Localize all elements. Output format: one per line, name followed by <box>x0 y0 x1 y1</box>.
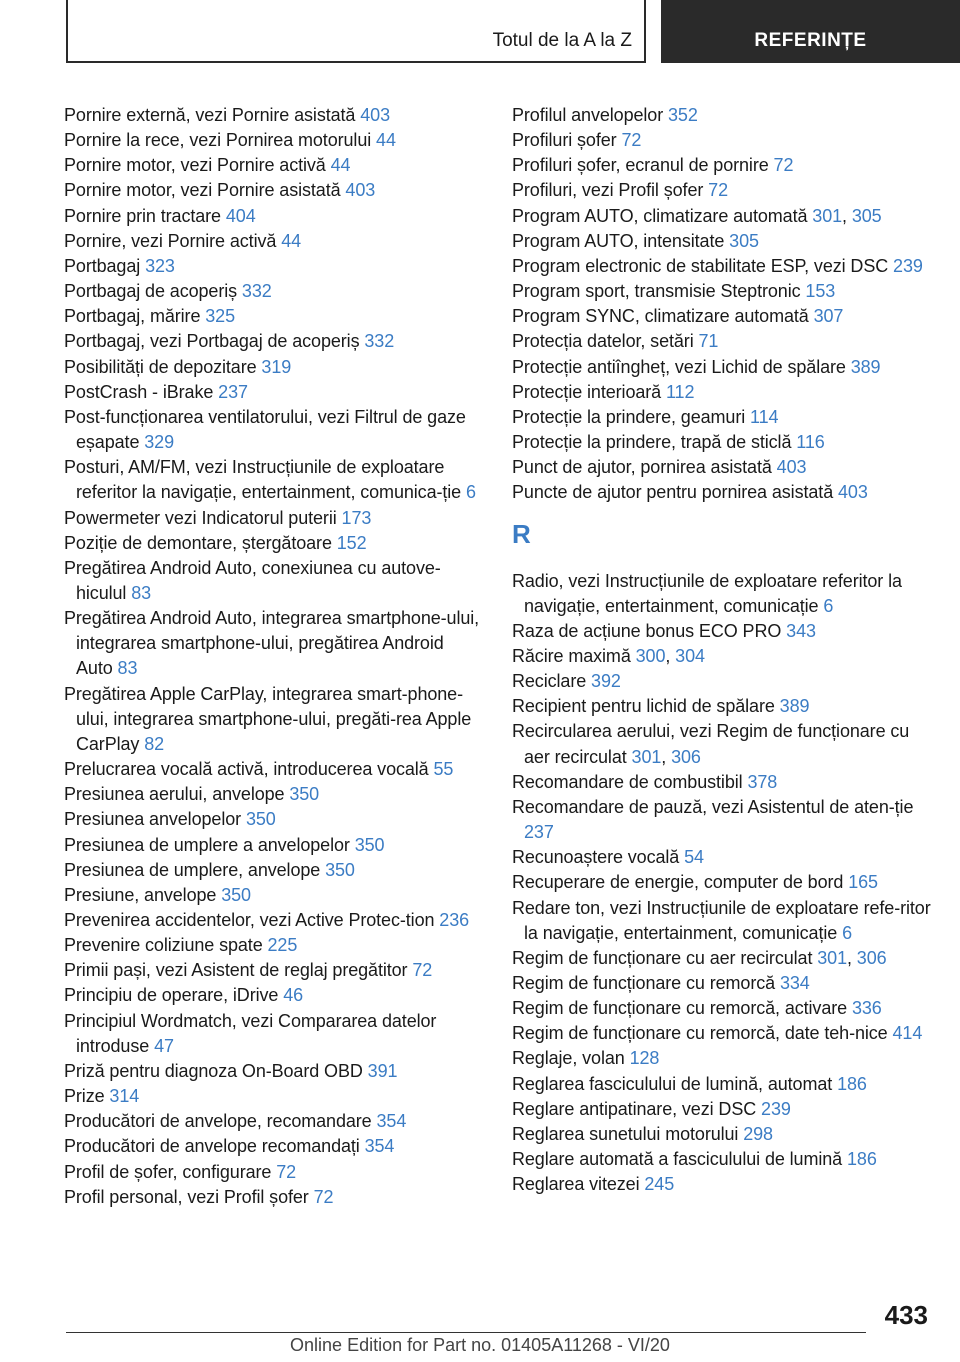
index-entry-text: Reglarea fasciculului de lumină, automat <box>512 1073 838 1094</box>
index-entry <box>512 1172 932 1197</box>
page-link[interactable]: 414 <box>892 1023 923 1044</box>
index-entry <box>512 1097 932 1122</box>
index-entry-text: Regim de funcționare cu aer recirculat <box>512 947 818 968</box>
index-entry-text: Program sport, transmisie Steptronic <box>512 281 806 302</box>
page-link[interactable]: 350 <box>289 784 320 805</box>
page-link[interactable]: 300 <box>635 645 666 666</box>
index-entry-text: Reglaje, volan <box>512 1048 630 1069</box>
page-number: 433 <box>884 1300 928 1330</box>
index-entry-text: Pornire la rece, vezi Pornirea motorului <box>64 130 377 151</box>
page-link[interactable]: 325 <box>205 306 235 327</box>
index-entry-text: Redare ton, vezi Instrucțiunile de exploatare refe-ritor la navigație, entertainment, comunicație <box>512 897 931 943</box>
index-entry <box>512 103 932 128</box>
page-link[interactable]: 55 <box>433 759 454 780</box>
page-link[interactable]: 350 <box>221 884 251 905</box>
page-link[interactable]: 403 <box>360 105 390 125</box>
index-entry-text: Prevenirea accidentelor, vezi Active Protec-tion <box>64 910 440 930</box>
index-entry-text: Pornire prin tractare <box>64 205 226 226</box>
page-link[interactable]: 389 <box>850 356 881 377</box>
page-link[interactable]: 389 <box>779 696 810 717</box>
page-link[interactable]: 128 <box>629 1048 660 1069</box>
index-entry-text: Recuperare de energie, computer de bord <box>512 872 849 893</box>
index-entry-text: PostCrash - iBrake <box>64 381 219 402</box>
index-entry <box>64 1185 484 1210</box>
index-entry-text: Presiunea de umplere a anvelopelor <box>64 834 355 855</box>
page-link[interactable]: 245 <box>644 1174 675 1195</box>
footer-text: Online Edition for Part no. 01405A11268 - VI/20 <box>290 1335 670 1355</box>
index-entry <box>512 669 932 694</box>
index-entry-text: Reglare antipatinare, vezi DSC <box>512 1098 762 1119</box>
index-entry-text: Recipient pentru lichid de spălare <box>512 696 780 717</box>
index-entry <box>512 1072 932 1097</box>
index-entry <box>64 782 484 807</box>
index-entry-text: Radio, vezi Instrucțiunile de exploatare referitor la navigație, entertainment, comunicație <box>512 570 902 616</box>
page-separator: , <box>665 645 676 666</box>
index-entry-text: Regim de funcționare cu remorcă <box>512 973 780 993</box>
index-entry-text: Reglare automată a fasciculului de lumină <box>512 1149 847 1170</box>
index-entry-text: Profil personal, vezi Profil șofer <box>64 1186 314 1207</box>
page-link[interactable]: 307 <box>813 306 844 327</box>
page-link[interactable]: 44 <box>376 130 396 151</box>
page-link[interactable]: 301 <box>817 947 847 968</box>
index-entry-text: Punct de ajutor, pornirea asistată <box>512 457 777 478</box>
index-entry-text: Profiluri șofer <box>512 130 622 151</box>
index-entry-text: Pornire motor, vezi Pornire activă <box>64 155 331 176</box>
page-link[interactable]: 404 <box>225 205 256 226</box>
page-link[interactable]: 239 <box>893 255 923 276</box>
index-entry <box>64 1134 484 1159</box>
page-link[interactable]: 350 <box>354 834 385 855</box>
index-entry-text: Program AUTO, intensitate <box>512 230 730 251</box>
index-entry-text: Recircularea aerului, vezi Regim de funcționare cu aer recirculat <box>512 721 910 767</box>
index-entry <box>64 833 484 858</box>
index-entry-text: Program SYNC, climatizare automată <box>512 306 814 327</box>
page-link[interactable]: 46 <box>283 985 304 1006</box>
index-entry-text: Presiunea anvelopelor <box>64 809 246 830</box>
index-entry-text: Portbagaj de acoperiș <box>64 281 242 302</box>
index-entry-text: Pornire, vezi Pornire activă <box>64 230 282 251</box>
index-entry <box>512 1147 932 1172</box>
index-entry-text: Răcire maximă <box>512 645 636 666</box>
index-entry <box>512 770 932 795</box>
page-link[interactable]: 403 <box>776 457 807 478</box>
page-link[interactable]: 44 <box>330 155 351 176</box>
page-link[interactable]: 298 <box>743 1123 773 1144</box>
index-entry-text: Prevenire coliziune spate <box>64 935 268 956</box>
index-entry <box>512 455 932 480</box>
page-link[interactable]: 336 <box>851 998 882 1019</box>
index-entry-text: Prize <box>64 1086 110 1107</box>
index-entry-text: Primii pași, vezi Asistent de reglaj pregătitor <box>64 960 413 981</box>
index-entry-text: Producători de anvelope, recomandare <box>64 1111 377 1132</box>
page-link[interactable]: 72 <box>708 180 728 201</box>
index-entry <box>512 1122 932 1147</box>
index-entry <box>512 153 932 178</box>
page-link[interactable]: 112 <box>665 381 695 402</box>
page-link[interactable]: 72 <box>773 155 794 176</box>
page-link[interactable]: 152 <box>336 532 367 553</box>
index-entry <box>64 933 484 958</box>
index-entry <box>512 896 932 946</box>
page-link[interactable]: 72 <box>276 1161 297 1182</box>
page-link[interactable]: 334 <box>779 973 810 993</box>
page-link[interactable]: 71 <box>698 331 719 352</box>
page-link[interactable]: 83 <box>117 658 138 679</box>
index-entry <box>64 908 484 933</box>
index-entry <box>64 858 484 883</box>
page-link[interactable]: 72 <box>313 1186 334 1207</box>
index-entry-text: Portbagaj, mărire <box>64 306 206 327</box>
index-entry <box>64 1160 484 1185</box>
page-link[interactable]: 116 <box>796 432 825 453</box>
index-entry-text: Presiunea de umplere, anvelope <box>64 859 326 880</box>
index-entry <box>64 279 484 304</box>
index-entry-text: Recunoaștere vocală <box>512 847 685 868</box>
index-entry-text: Portbagaj <box>64 255 146 276</box>
index-entry-text: Raza de acțiune bonus ECO PRO <box>512 620 787 641</box>
page-separator: , <box>661 746 672 767</box>
footer-divider <box>66 1332 866 1333</box>
index-entry-text: Posturi, AM/FM, vezi Instrucțiunile de exploatare referitor la navigație, entertainment, comunica-ție <box>64 457 466 503</box>
index-entry <box>512 380 932 405</box>
page-link[interactable]: 319 <box>261 356 292 377</box>
index-entry <box>512 204 932 229</box>
index-entry-text: Recomandare de pauză, vezi Asistentul de aten-ție <box>512 796 914 817</box>
page-link[interactable]: 378 <box>747 771 778 792</box>
page-link[interactable]: 301 <box>812 205 843 226</box>
index-entry <box>512 254 932 279</box>
index-entry <box>64 1084 484 1109</box>
index-entry <box>64 153 484 178</box>
page-link[interactable]: 304 <box>675 645 705 666</box>
index-entry <box>512 694 932 719</box>
index-entry <box>64 204 484 229</box>
index-entry-text: Reglarea sunetului motorului <box>512 1123 744 1144</box>
page-link[interactable]: 354 <box>376 1111 407 1132</box>
index-entry-text: Reciclare <box>512 671 592 692</box>
index-entry-text: Posibilități de depozitare <box>64 356 262 377</box>
index-entry <box>64 103 484 128</box>
index-entry <box>64 455 484 505</box>
index-entry <box>512 430 932 455</box>
index-entry <box>64 807 484 832</box>
index-entry-text: Pornire externă, vezi Pornire asistată <box>64 105 361 125</box>
index-entry <box>512 795 932 845</box>
index-entry-text: Protecția datelor, setări <box>512 331 699 352</box>
index-entry <box>64 355 484 380</box>
index-entry <box>512 870 932 895</box>
index-entry-text: Protecție la prindere, trapă de sticlă <box>512 432 797 453</box>
index-entry-text: Producători de anvelope recomandați <box>64 1136 365 1157</box>
index-entry-text: Powermeter vezi Indicatorul puterii <box>64 507 342 528</box>
page-link[interactable]: 47 <box>154 1035 174 1056</box>
page-link[interactable]: 301 <box>631 746 662 767</box>
page-link[interactable]: 72 <box>621 130 642 151</box>
page-link[interactable]: 225 <box>267 935 298 956</box>
page-link[interactable]: 6 <box>466 482 476 503</box>
index-entry <box>512 719 932 769</box>
index-entry <box>64 304 484 329</box>
index-entry <box>512 1021 932 1046</box>
index-entry-text: Presiune, anvelope <box>64 884 222 905</box>
index-entry <box>64 380 484 405</box>
index-entry-text: Presiunea aerului, anvelope <box>64 784 290 805</box>
index-entry <box>64 531 484 556</box>
index-entry <box>512 178 932 203</box>
page-link[interactable]: 239 <box>761 1098 791 1119</box>
page-link[interactable]: 403 <box>838 482 868 503</box>
page-link[interactable]: 392 <box>591 671 621 692</box>
index-entry-text: Poziție de demontare, ștergătoare <box>64 532 337 553</box>
page-link[interactable]: 352 <box>668 105 698 125</box>
page-link[interactable]: 354 <box>364 1136 395 1157</box>
page-link[interactable]: 403 <box>345 180 376 201</box>
index-entry <box>512 405 932 430</box>
index-entry <box>512 229 932 254</box>
index-entry-text: Principiu de operare, iDrive <box>64 985 284 1006</box>
page-link[interactable]: 54 <box>684 847 704 868</box>
index-entry-text: Priză pentru diagnoza On-Board OBD <box>64 1060 368 1081</box>
page-link[interactable]: 237 <box>524 822 554 843</box>
index-entry <box>512 946 932 971</box>
page-link[interactable]: 329 <box>144 432 174 453</box>
page-link[interactable]: 305 <box>729 230 759 251</box>
index-entry-text: Post-funcționarea ventilatorului, vezi Filtrul de gaze eșapate <box>64 406 466 453</box>
index-entry <box>64 958 484 983</box>
index-column-right <box>512 103 932 1197</box>
page-link[interactable]: 236 <box>439 910 470 930</box>
page-link[interactable]: 72 <box>412 960 433 981</box>
page-link[interactable]: 343 <box>786 620 816 641</box>
index-entry <box>64 1109 484 1134</box>
index-group-r <box>512 569 932 1198</box>
index-entry-text: Program AUTO, climatizare automată <box>512 205 813 226</box>
index-entry-text: Profil de șofer, configurare <box>64 1161 277 1182</box>
page-link[interactable]: 237 <box>218 381 248 402</box>
page-link[interactable]: 306 <box>856 947 887 968</box>
page-link[interactable]: 114 <box>750 406 779 427</box>
page-link[interactable]: 173 <box>341 507 372 528</box>
index-entry <box>512 279 932 304</box>
page-link[interactable]: 332 <box>241 281 272 302</box>
page-separator: , <box>846 947 857 968</box>
index-entry <box>64 128 484 153</box>
page-link[interactable]: 186 <box>847 1149 877 1170</box>
index-entry-text: Pregătirea Apple CarPlay, integrarea smart-phone-ului, integrarea smartphone-ului, pregăti-rea Apple CarPlay <box>64 683 472 754</box>
index-entry-text: Portbagaj, vezi Portbagaj de acoperiș <box>64 331 365 352</box>
index-entry <box>512 128 932 153</box>
index-entry <box>512 1046 932 1071</box>
index-entry-text: Profiluri șofer, ecranul de pornire <box>512 155 774 176</box>
index-entry <box>64 254 484 279</box>
index-entry-text: Principiul Wordmatch, vezi Compararea datelor introduse <box>64 1010 437 1056</box>
index-entry-text: Program electronic de stabilitate ESP, vezi DSC <box>512 255 894 276</box>
page-link[interactable]: 83 <box>131 582 152 603</box>
index-entry-text: Protecție la prindere, geamuri <box>512 406 751 427</box>
index-entry-text: Regim de funcționare cu remorcă, activare <box>512 998 852 1019</box>
references-tab-label: REFERINȚE <box>754 30 867 51</box>
index-entry <box>512 644 932 669</box>
index-entry <box>512 619 932 644</box>
page-link[interactable]: 332 <box>364 331 395 352</box>
section-letter: R <box>512 518 531 549</box>
index-entry <box>64 506 484 531</box>
section-title: Totul de la A la Z <box>492 30 632 51</box>
index-group-p <box>512 103 932 506</box>
index-entry-text: Profiluri, vezi Profil șofer <box>512 180 709 201</box>
page-link[interactable]: 6 <box>842 922 853 943</box>
index-entry <box>64 606 484 681</box>
index-entry <box>64 556 484 606</box>
index-entry <box>512 971 932 996</box>
index-entry-text: Profilul anvelopelor <box>512 105 668 125</box>
references-tab[interactable] <box>661 0 960 63</box>
page-link[interactable]: 305 <box>851 205 882 226</box>
page-link[interactable]: 306 <box>671 746 701 767</box>
index-entry <box>64 983 484 1008</box>
page-link[interactable]: 350 <box>325 859 355 880</box>
index-entry-text: Reglarea vitezei <box>512 1174 645 1195</box>
page-link[interactable]: 165 <box>848 872 878 893</box>
index-entry-text: Protecție interioară <box>512 381 666 402</box>
index-entry <box>64 229 484 254</box>
page-link[interactable]: 44 <box>281 230 302 251</box>
page-link[interactable]: 153 <box>805 281 836 302</box>
index-entry-text: Regim de funcționare cu remorcă, date teh-nice <box>512 1023 893 1044</box>
index-column-left <box>64 103 484 1210</box>
index-entry-text: Recomandare de combustibil <box>512 771 748 792</box>
index-entry-text: Protecție antiîngheț, vezi Lichid de spălare <box>512 356 851 377</box>
page-link[interactable]: 82 <box>144 733 165 754</box>
index-entry <box>64 757 484 782</box>
index-entry <box>64 682 484 757</box>
page-link[interactable]: 323 <box>145 255 175 276</box>
index-entry <box>64 178 484 203</box>
index-entry-text: Puncte de ajutor pentru pornirea asistată <box>512 482 839 503</box>
index-entry <box>64 1059 484 1084</box>
index-entry <box>512 569 932 619</box>
index-entry-text: Prelucrarea vocală activă, introducerea vocală <box>64 759 434 780</box>
index-entry-text: Pornire motor, vezi Pornire asistată <box>64 180 346 201</box>
index-entry <box>512 480 932 505</box>
page-link[interactable]: 186 <box>837 1073 867 1094</box>
index-entry <box>64 1009 484 1059</box>
index-entry <box>512 996 932 1021</box>
page-link[interactable]: 314 <box>109 1086 140 1107</box>
page-link[interactable]: 391 <box>367 1060 398 1081</box>
index-entry <box>512 329 932 354</box>
index-entry <box>64 883 484 908</box>
index-entry-text: Pregătirea Android Auto, conexiunea cu autove-hiculul <box>64 557 441 603</box>
index-entry <box>512 304 932 329</box>
page-separator: , <box>842 205 852 226</box>
index-entry-text: Pregătirea Android Auto, integrarea smartphone-ului, integrarea smartphone-ului, pregătirea Android Auto <box>64 608 480 679</box>
index-entry <box>512 845 932 870</box>
page-link[interactable]: 6 <box>823 595 834 616</box>
index-entry <box>64 405 484 455</box>
index-entry <box>64 329 484 354</box>
index-entry <box>512 355 932 380</box>
header-box <box>66 0 646 63</box>
page-link[interactable]: 350 <box>245 809 276 830</box>
